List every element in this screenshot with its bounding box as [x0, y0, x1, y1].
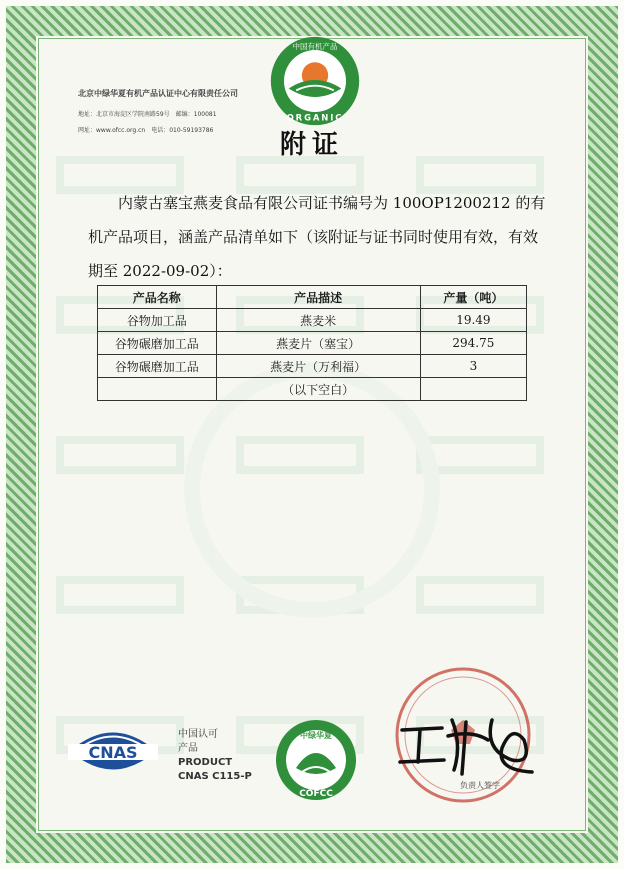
- table-row: [98, 355, 527, 378]
- issuer-name: 北京中绿华夏有机产品认证中心有限责任公司: [78, 89, 238, 98]
- table-row: [98, 309, 527, 332]
- cell-product-desc: 燕麦片（塞宝）: [216, 332, 420, 355]
- cnas-line4: CNAS C115-P: [178, 771, 252, 782]
- logo-en-text: ORGANIC: [286, 112, 344, 123]
- page-title: 附证: [279, 130, 344, 160]
- table-row: [98, 332, 527, 355]
- logo-cn-text: 中国有机产品: [292, 42, 338, 52]
- cofcc-logo-icon: [272, 718, 360, 802]
- issuer-address: 地址：北京市海淀区学院南路59号 邮编：100081: [78, 111, 217, 118]
- cell-output: 19.49: [420, 309, 526, 332]
- cell-empty: [98, 378, 217, 401]
- issuer-website: 网址：www.ofcc.org.cn 电话：010-59193786: [78, 127, 214, 134]
- header-product-name: 产品名称: [98, 286, 217, 309]
- cofcc-top-text: 中绿华夏: [300, 731, 332, 740]
- cnas-line1: 中国认可: [178, 729, 218, 740]
- body-paragraph: 内蒙古塞宝燕麦食品有限公司证书编号为 100OP1200212 的有机产品项目，涵盖产品清单如下（该附证与证书同时使用有效，有效期至 2022-09-02）：: [88, 194, 546, 280]
- cnas-line2: 产品: [178, 743, 198, 754]
- cell-product-name: 谷物加工品: [98, 309, 217, 332]
- cnas-line3: PRODUCT: [178, 757, 233, 768]
- cell-empty: [420, 378, 526, 401]
- cnas-logo-icon: [62, 718, 164, 784]
- cnas-logo-text: CNAS: [88, 743, 138, 762]
- table-footer-row: [98, 378, 527, 401]
- cell-product-desc: 燕麦米: [216, 309, 420, 332]
- product-table: [97, 285, 527, 401]
- cell-output: 294.75: [420, 332, 526, 355]
- header-output: 产量（吨）: [420, 286, 526, 309]
- cnas-accreditation: [178, 728, 252, 784]
- cell-product-desc: 燕麦片（万利福）: [216, 355, 420, 378]
- organic-logo-icon: [268, 34, 362, 128]
- handwritten-signature: [392, 700, 542, 780]
- cell-product-name: 谷物碾磨加工品: [98, 332, 217, 355]
- table-header-row: [98, 286, 527, 309]
- cell-output: 3: [420, 355, 526, 378]
- cell-blank-note: （以下空白）: [216, 378, 420, 401]
- cell-product-name: 谷物碾磨加工品: [98, 355, 217, 378]
- signature-label: 负责人签字: [460, 781, 500, 790]
- header-product-desc: 产品描述: [216, 286, 420, 309]
- cofcc-bottom-text: COFCC: [299, 789, 333, 799]
